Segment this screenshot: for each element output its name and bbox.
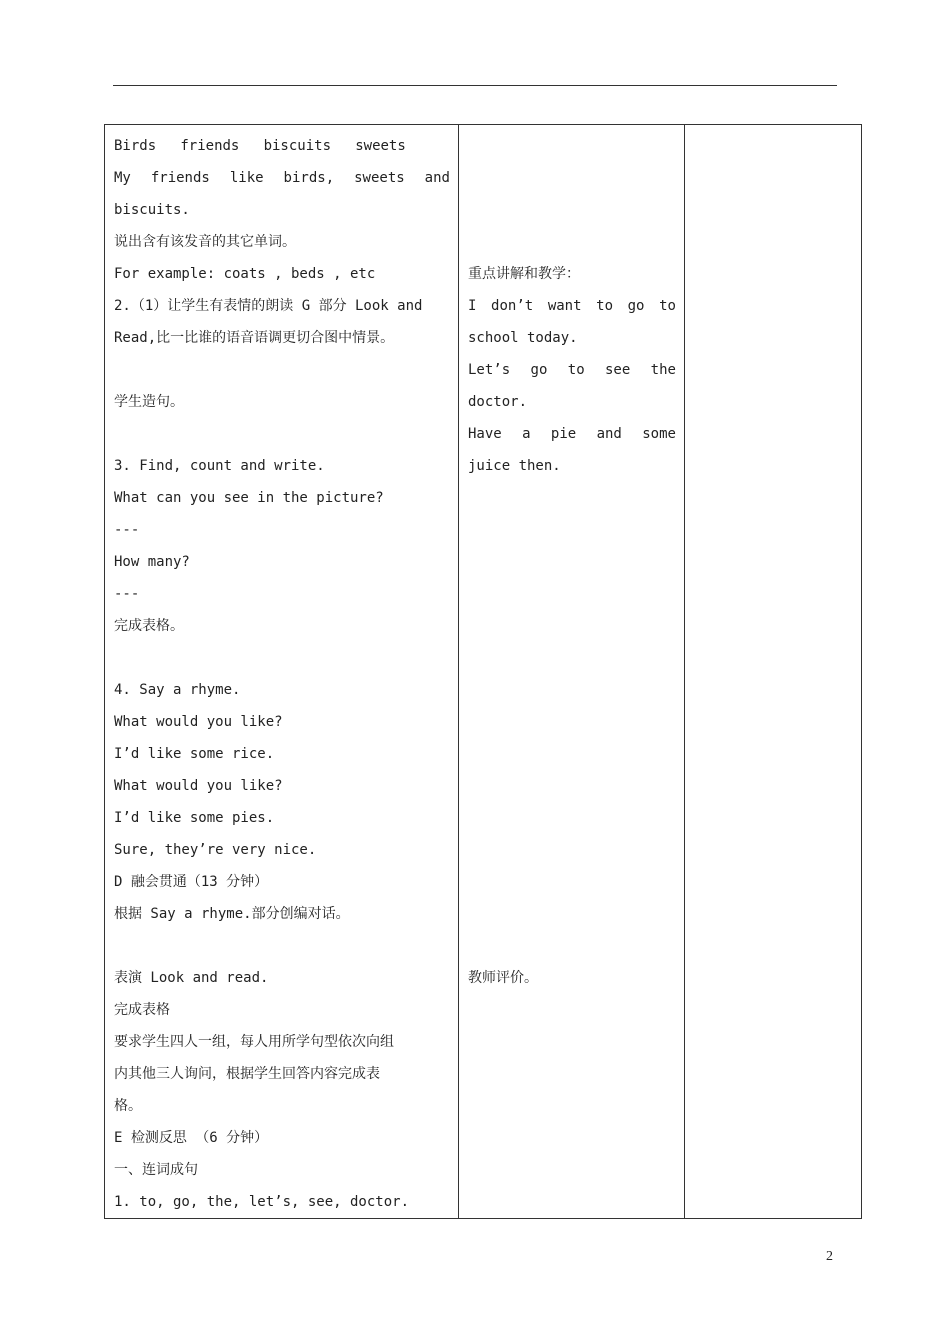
text-line: I don’t want to go to xyxy=(468,298,676,314)
text-line: Let’s go to see the xyxy=(468,362,676,378)
text-line: 一、连词成句 xyxy=(114,1162,198,1178)
text-line: doctor. xyxy=(468,394,528,410)
text-line: school today. xyxy=(468,330,578,346)
text-line: Read,比一比谁的语音语调更切合图中情景。 xyxy=(114,330,395,346)
text-line: How many? xyxy=(114,554,190,570)
table-row xyxy=(105,125,862,1219)
section-heading: D 融会贯通（13 分钟） xyxy=(114,874,269,890)
teacher-evaluation: 教师评价。 xyxy=(468,970,538,986)
text-line: 学生造句。 xyxy=(114,394,184,410)
lesson-table xyxy=(104,124,862,1219)
phonics-sentence: My friends like birds, sweets and xyxy=(114,170,450,186)
text-line: 表演 Look and read. xyxy=(114,970,269,986)
text-line: 4. Say a rhyme. xyxy=(114,682,241,698)
section-heading: E 检测反思 （6 分钟） xyxy=(114,1130,269,1146)
text-line: juice then. xyxy=(468,458,561,474)
text-line: Sure, they’re very nice. xyxy=(114,842,317,858)
text-line: I’d like some pies. xyxy=(114,810,275,826)
text-line: 根据 Say a rhyme.部分创编对话。 xyxy=(114,906,350,922)
text-line: What can you see in the picture? xyxy=(114,490,384,506)
text-line: 说出含有该发音的其它单词。 xyxy=(114,234,296,250)
text-line: biscuits. xyxy=(114,202,190,218)
key-points-column xyxy=(459,125,685,1219)
page-number: 2 xyxy=(826,1249,833,1264)
text-line: 格。 xyxy=(114,1098,142,1114)
text-line: --- xyxy=(114,586,140,602)
key-points-heading: 重点讲解和教学： xyxy=(468,266,580,282)
text-line: What would you like? xyxy=(114,714,283,730)
text-line: 3. Find, count and write. xyxy=(114,458,325,474)
activity-column xyxy=(105,125,459,1219)
text-line: 2.（1）让学生有表情的朗读 G 部分 Look and xyxy=(114,298,423,314)
notes-column xyxy=(685,125,862,1219)
text-line: 要求学生四人一组，每人用所学句型依次向组 xyxy=(114,1034,394,1050)
text-line: 完成表格 xyxy=(114,1002,170,1018)
header-rule xyxy=(113,85,837,86)
text-line: For example: coats , beds , etc xyxy=(114,266,376,282)
text-line: I’d like some rice. xyxy=(114,746,275,762)
text-line: 内其他三人询问，根据学生回答内容完成表 xyxy=(114,1066,380,1082)
text-line: 完成表格。 xyxy=(114,618,184,634)
text-line: What would you like? xyxy=(114,778,283,794)
text-line: 1. to, go, the, let’s, see, doctor. xyxy=(114,1194,410,1210)
phonics-word-list: Birds friends biscuits sweets xyxy=(114,138,406,154)
text-line: --- xyxy=(114,522,140,538)
text-line: Have a pie and some xyxy=(468,426,676,442)
